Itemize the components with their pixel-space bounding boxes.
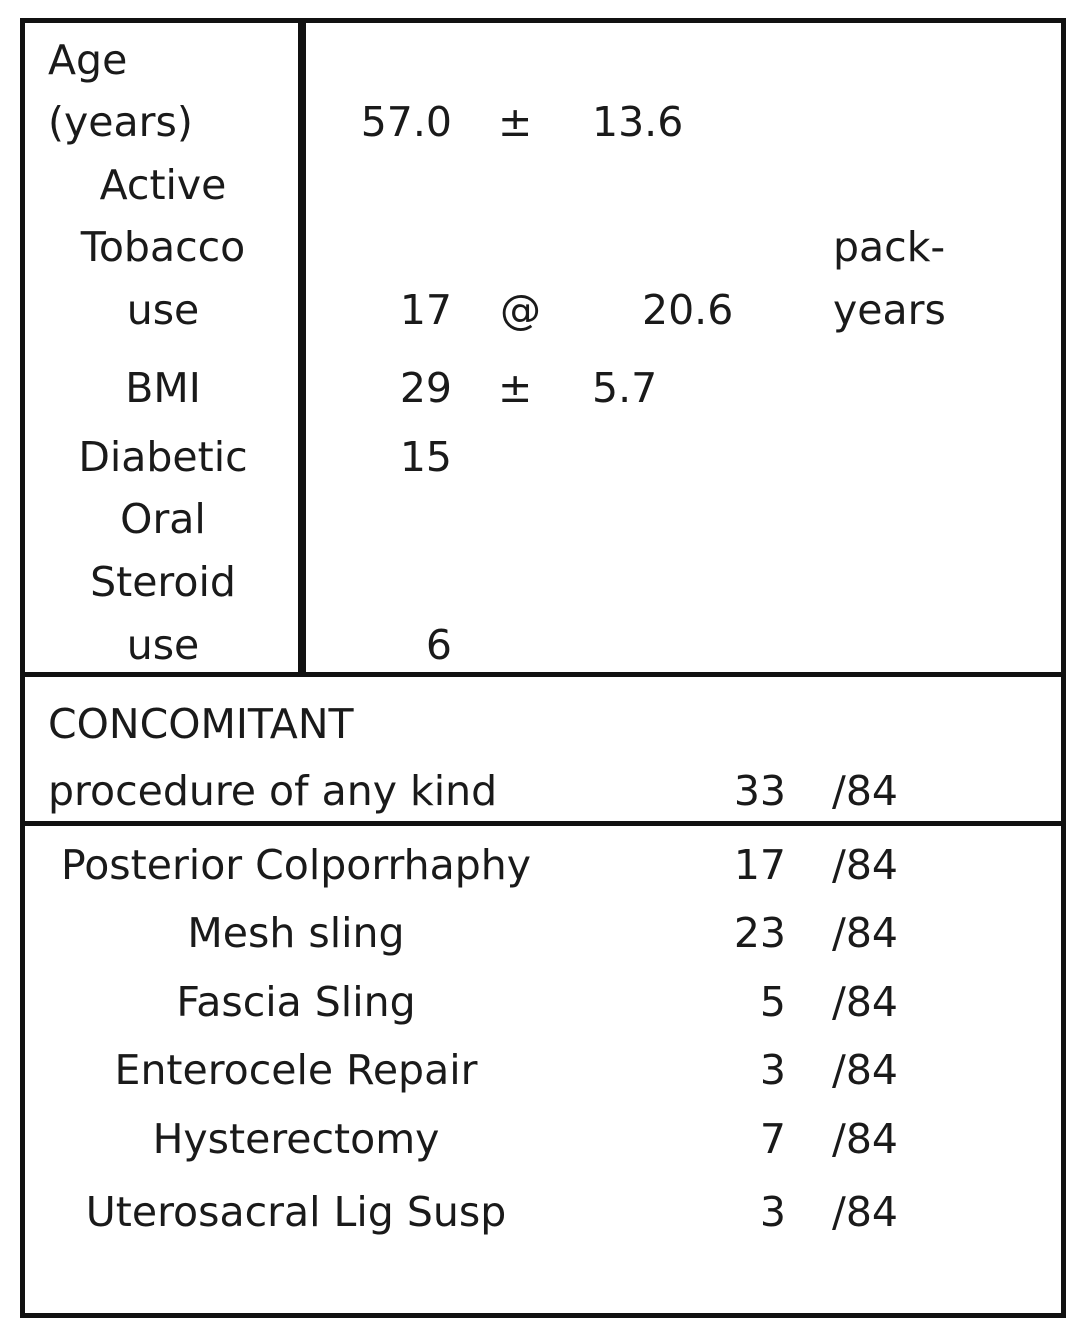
procedure-label: Enterocele Repair [114, 1046, 478, 1094]
tobacco-unit-line1: pack- [833, 223, 946, 271]
tobacco-at-symbol: @ [500, 286, 541, 334]
procedure-count: 7 [759, 1115, 786, 1163]
age-mean: 57.0 [360, 98, 452, 146]
procedure-label: Fascia Sling [176, 978, 416, 1026]
bmi-mean: 29 [399, 364, 452, 412]
procedure-label: Posterior Colporrhaphy [60, 841, 532, 889]
procedure-count: 17 [733, 841, 786, 889]
bmi-label: BMI [125, 364, 201, 412]
steroid-label-line2: Steroid [90, 558, 236, 606]
procedure-label: Uterosacral Lig Susp [85, 1188, 507, 1236]
procedure-denominator: /84 [832, 978, 898, 1026]
diabetic-label: Diabetic [78, 433, 248, 481]
procedure-count: 3 [759, 1188, 786, 1236]
column-divider [298, 18, 306, 676]
tobacco-label-line1: Active [99, 161, 227, 209]
steroid-label-line3: use [126, 621, 200, 669]
age-label-line2: (years) [48, 98, 193, 146]
section-divider-top [20, 672, 1066, 677]
procedure-denominator: /84 [832, 1188, 898, 1236]
procedure-denominator: /84 [832, 1046, 898, 1094]
procedure-denominator: /84 [832, 841, 898, 889]
steroid-label-line1: Oral [120, 495, 206, 543]
procedure-label: Hysterectomy [152, 1115, 440, 1163]
procedure-count: 3 [759, 1046, 786, 1094]
procedure-count: 23 [733, 909, 786, 957]
bmi-plus-minus: ± [498, 364, 533, 412]
age-sd: 13.6 [592, 98, 684, 146]
concomitant-label-line2: procedure of any kind [48, 767, 498, 815]
tobacco-label-line3: use [126, 286, 200, 334]
concomitant-count: 33 [733, 767, 786, 815]
tobacco-count: 17 [399, 286, 452, 334]
procedure-count: 5 [759, 978, 786, 1026]
concomitant-denominator: /84 [832, 767, 898, 815]
steroid-count: 6 [425, 621, 452, 669]
procedure-denominator: /84 [832, 1115, 898, 1163]
tobacco-pack-years: 20.6 [642, 286, 734, 334]
bmi-sd: 5.7 [592, 364, 658, 412]
age-plus-minus: ± [498, 98, 533, 146]
section-divider-bottom [20, 821, 1066, 826]
tobacco-unit-line2: years [833, 286, 946, 334]
diabetic-count: 15 [399, 433, 452, 481]
procedure-denominator: /84 [832, 909, 898, 957]
procedure-label: Mesh sling [187, 909, 405, 957]
concomitant-label-line1: CONCOMITANT [48, 700, 354, 748]
age-label-line1: Age [48, 36, 128, 84]
tobacco-label-line2: Tobacco [80, 223, 246, 271]
